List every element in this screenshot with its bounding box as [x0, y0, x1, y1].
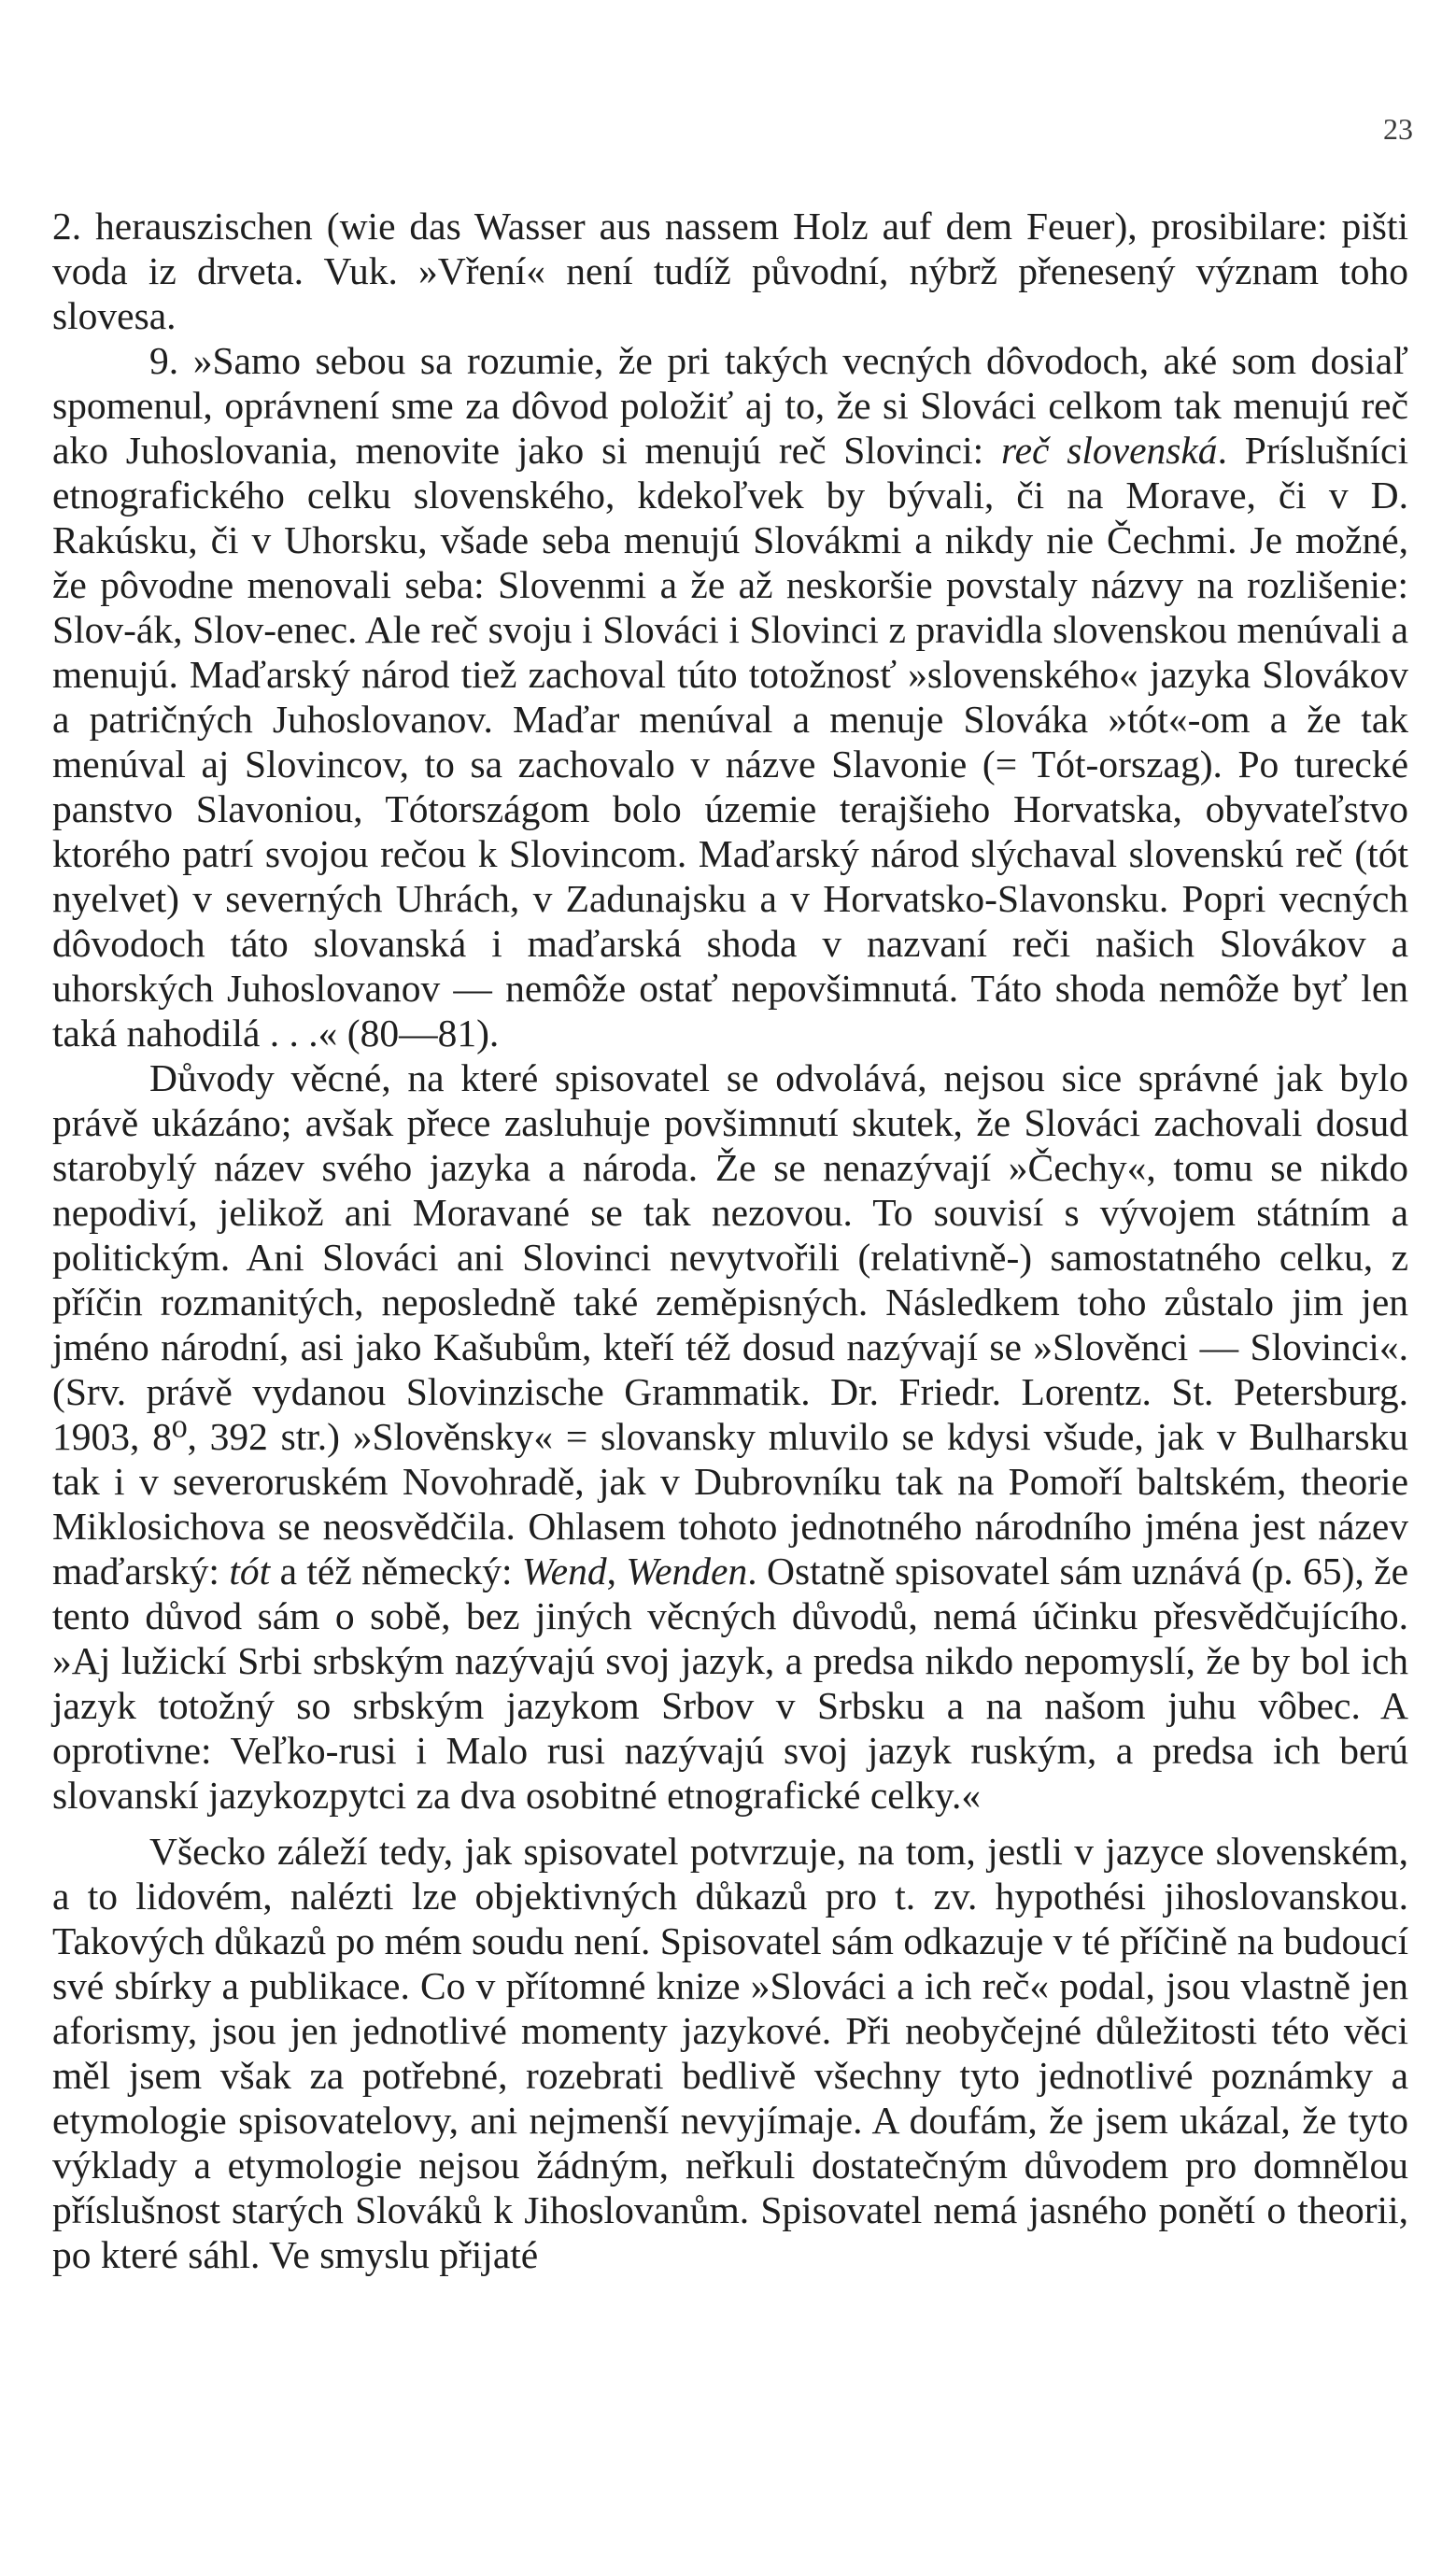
- paragraph-quote-9: 9. »Samo sebou sa rozumie, že pri takých vecných dôvodoch, aké som dosiaľ spomenul, oprávnení sme za dôvod položiť aj to, že si Slováci celkom tak menujú reč ako Juhoslovania, menovite jako si menujú reč Slovinci: reč slovenská. Príslušníci etnografického celku slovenského, kdekoľvek by bývali, či na Morave, či v D. Rakúsku, či v Uhorsku, všade seba menujú Slovákmi a nikdy nie Čechmi. Je možné, že pôvodne menovali seba: Slovenmi a že až neskoršie povstaly názvy na rozlišenie: Slov-ák, Slov-enec. Ale reč svoju i Slováci i Slovinci z pravidla slovenskou menúvali a menujú. Maďarský národ tiež zachoval túto totožnosť »slovenského« jazyka Slovákov a patričných Juhoslovanov. Maďar menúval a menuje Slováka »tót«-om a že tak menúval aj Slovincov, to sa zachovalo v názve Slavonie (= Tót-orszag). Po turecké panstvo Slavoniou, Tótországom bolo územie terajšieho Horvatska, obyvateľstvo ktorého patrí svojou rečou k Slovincom. Maďarský národ slýchaval slovenskú reč (tót nyelvet) v severných Uhrách, v Zadunajsku a v Horvatsko-Slavonsku. Popri vecných dôvodoch táto slovanská i maďarská shoda v nazvaní reči našich Slovákov a uhorských Juhoslovanov — nemôže ostať nepovšimnutá. Táto shoda nemôže byť len taká nahodilá . . .« (80—81).: [52, 339, 1408, 1055]
- paragraph-vsecko-zalezi: Všecko záleží tedy, jak spisovatel potvrzuje, na tom, jestli v jazyce slovenském, a to lidovém, nalézti lze objektivných důkazů pro t. zv. hypothési jihoslovanskou. Takových důkazů po mém soudu není. Spisovatel sám odkazuje v té příčině na budoucí své sbírky a publikace. Co v přítomné knize »Slováci a ich reč« podal, jsou vlastně jen aforismy, jsou jen jednotlivé momenty jazykové. Při neobyčejné důležitosti této věci měl jsem však za potřebné, rozebrati bedlivě všechny tyto jednotlivé poznámky a etymologie spisovatelovy, ani nejmenší nevyjímaje. A doufám, že jsem ukázal, že tyto výklady a etymologie nejsou žádným, neřkuli dostatečným důvodem pro domnělou příslušnost starých Slováků k Jihoslovanům. Spisovatel nemá jasného ponětí o theorii, po které sáhl. Ve smyslu přijaté: [52, 1830, 1408, 2276]
- paragraph-herauszischen: 2. herauszischen (wie das Wasser aus nassem Holz auf dem Feuer), prosibilare: pišti voda iz drveta. Vuk. »Vření« není tudíž původní, nýbrž přenesený význam toho slovesa.: [52, 205, 1408, 337]
- body-text: [52, 204, 1408, 2277]
- page-number: 23: [1383, 112, 1413, 146]
- paragraph-duvody-vecne: Důvody věcné, na které spisovatel se odvolává, nejsou sice správné jak bylo právě ukázáno; avšak přece zasluhuje povšimnutí skutek, že Slováci zachovali dosud starobylý název svého jazyka a národa. Že se nenazývají »Čechy«, tomu se nikdo nepodiví, jelikož ani Moravané se tak nezovou. To souvisí s vývojem státním a politickým. Ani Slováci ani Slovinci nevytvořili (relativně-) samostatného celku, z příčin rozmanitých, neposledně také zeměpisných. Následkem toho zůstalo jim jen jméno národní, asi jako Kašubům, kteří též dosud nazývají se »Slověnci — Slovinci«. (Srv. právě vydanou Slovinzische Grammatik. Dr. Friedr. Lorentz. St. Petersburg. 1903, 8⁰, 392 str.) »Slověnsky« = slovansky mluvilo se kdysi všude, jak v Bulharsku tak i v severoruském Novohradě, jak v Dubrovníku tak na Pomoří baltském, theorie Miklosichova se neosvědčila. Ohlasem tohoto jednotného národního jména jest název maďarský: tót a též německý: Wend, Wenden. Ostatně spisovatel sám uznává (p. 65), že tento důvod sám o sobě, bez jiných věcných důvodů, nemá účinku přesvědčujícího. »Aj lužickí Srbi srbským nazývajú svoj jazyk, a predsa nikdo nepomyslí, že by bol ich jazyk totožný so srbským jazykom Srbov v Srbsku a na našom juhu vôbec. A oprotivne: Veľko-rusi i Malo rusi nazývajú svoj jazyk ruským, a predsa ich berú slovanskí jazykozpytci za dva osobitné etnografické celky.«: [52, 1056, 1408, 1817]
